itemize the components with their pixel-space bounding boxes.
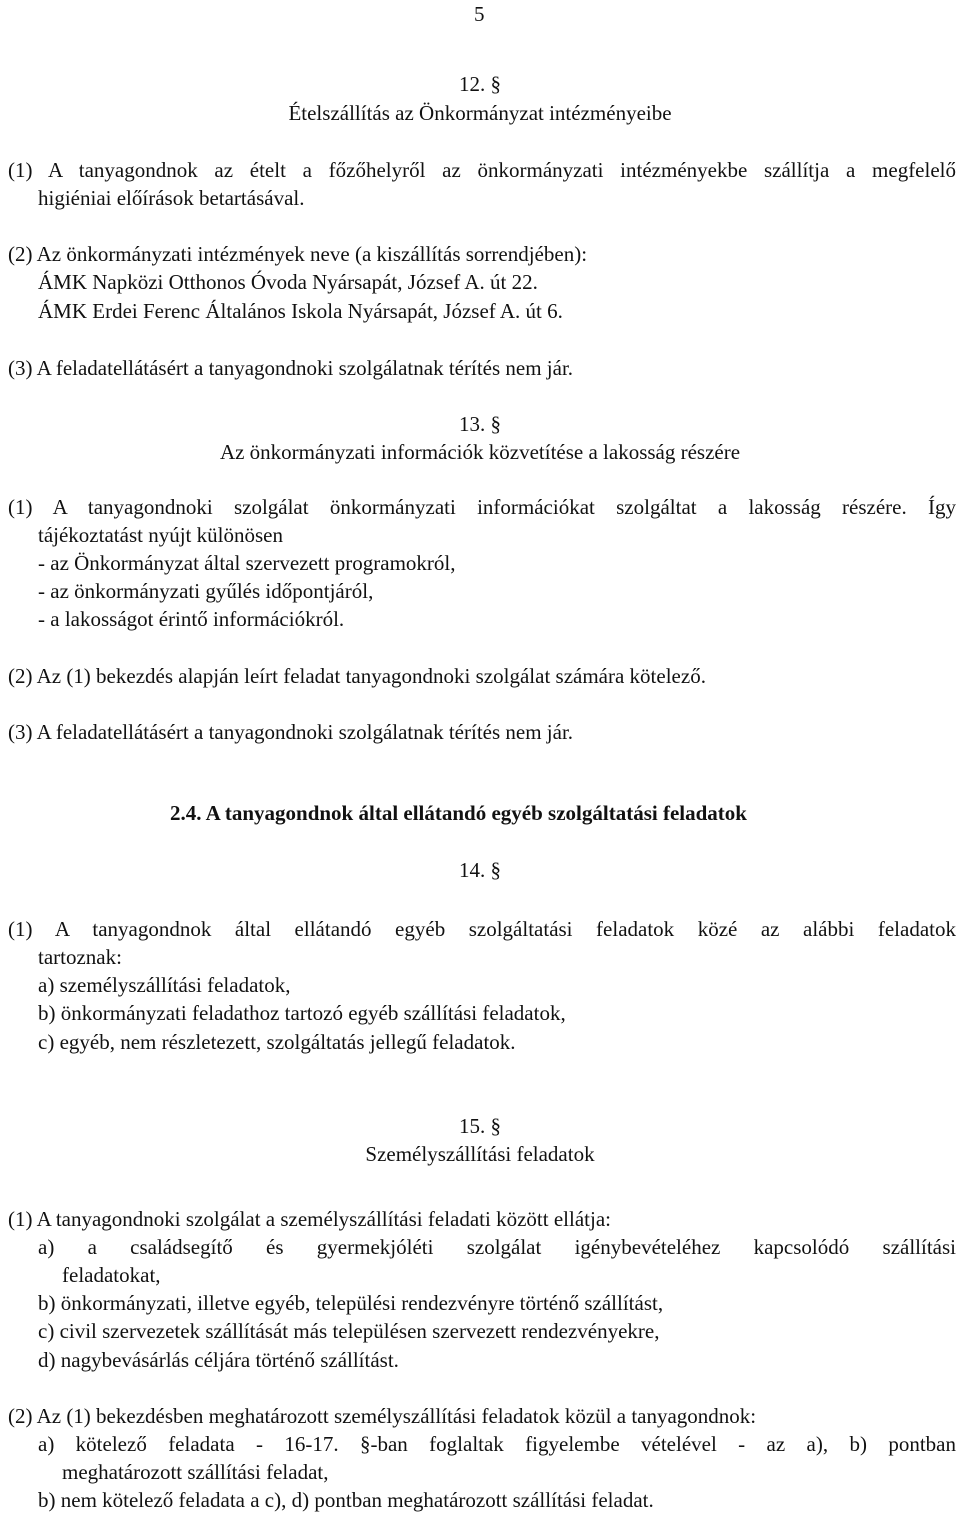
s14-p1-line2: tartoznak: bbox=[38, 945, 122, 969]
s15-p1-list-item: b) önkormányzati, illetve egyéb, települési rendezvényre történő szállítást, bbox=[38, 1291, 664, 1315]
section-13-number: 13. § bbox=[459, 412, 501, 436]
s15-p2-a-line2: meghatározott szállítási feladat, bbox=[62, 1460, 329, 1484]
section-14-number: 14. § bbox=[459, 858, 501, 882]
s12-p3: (3) A feladatellátásért a tanyagondnoki szolgálatnak térítés nem jár. bbox=[8, 356, 574, 380]
s15-p1-list-item: c) civil szervezetek szállítását más településen szervezett rendezvényekre, bbox=[38, 1319, 660, 1343]
s12-p1-line1: (1) A tanyagondnok az ételt a főzőhelyről az önkormányzati intézményekbe szállítja a megfelelő bbox=[8, 158, 956, 182]
page-number: 5 bbox=[474, 2, 485, 26]
s13-p2: (2) Az (1) bekezdés alapján leírt feladat tanyagondnoki szolgálat számára kötelező. bbox=[8, 664, 706, 688]
s12-p2-line2: ÁMK Napközi Otthonos Óvoda Nyársapát, József A. út 22. bbox=[38, 270, 538, 294]
section-15-title: Személyszállítási feladatok bbox=[365, 1142, 595, 1166]
section-15-number: 15. § bbox=[459, 1114, 501, 1138]
s14-list-item: a) személyszállítási feladatok, bbox=[38, 973, 291, 997]
section-12-title: Ételszállítás az Önkormányzat intézményeibe bbox=[288, 101, 672, 125]
s15-p2: (2) Az (1) bekezdésben meghatározott személyszállítási feladatok közül a tanyagondnok: bbox=[8, 1404, 757, 1428]
chapter-2-4-heading: 2.4. A tanyagondnok által ellátandó egyéb szolgáltatási feladatok bbox=[170, 801, 747, 825]
s13-list-item: - az önkormányzati gyűlés időpontjáról, bbox=[38, 579, 374, 603]
s15-p2-b: b) nem kötelező feladata a c), d) pontban meghatározott szállítási feladat. bbox=[38, 1488, 654, 1512]
s15-p1-a-line1: a) a családsegítő és gyermekjóléti szolgálat igénybevételéhez kapcsolódó szállítási bbox=[38, 1235, 956, 1259]
s14-list-item: b) önkormányzati feladathoz tartozó egyéb szállítási feladatok, bbox=[38, 1001, 566, 1025]
s13-p1-line2: tájékoztatást nyújt különösen bbox=[38, 523, 283, 547]
s12-p2-line3: ÁMK Erdei Ferenc Általános Iskola Nyársapát, József A. út 6. bbox=[38, 299, 563, 323]
s13-list-item: - a lakosságot érintő információkról. bbox=[38, 607, 345, 631]
section-13-title: Az önkormányzati információk közvetítése a lakosság részére bbox=[219, 440, 741, 464]
section-12-number: 12. § bbox=[459, 72, 501, 96]
s13-p3: (3) A feladatellátásért a tanyagondnoki szolgálatnak térítés nem jár. bbox=[8, 720, 574, 744]
s15-p1-list-item: d) nagybevásárlás céljára történő szállítást. bbox=[38, 1348, 399, 1372]
s13-list-item: - az Önkormányzat által szervezett programokról, bbox=[38, 551, 456, 575]
s15-p1-a-line2: feladatokat, bbox=[62, 1263, 161, 1287]
s14-list-item: c) egyéb, nem részletezett, szolgáltatás jellegű feladatok. bbox=[38, 1030, 516, 1054]
s12-p1-line2: higiéniai előírások betartásával. bbox=[38, 186, 305, 210]
s15-p2-a-line1: a) kötelező feladata - 16-17. §-ban foglaltak figyelembe vételével - az a), b) pontban bbox=[38, 1432, 956, 1456]
s12-p2-line1: (2) Az önkormányzati intézmények neve (a kiszállítás sorrendjében): bbox=[8, 242, 588, 266]
s13-p1-line1: (1) A tanyagondnoki szolgálat önkormányzati információkat szolgáltat a lakosság részére. Így bbox=[8, 495, 956, 519]
s14-p1-line1: (1) A tanyagondnok által ellátandó egyéb szolgáltatási feladatok közé az alábbi feladatok bbox=[8, 917, 956, 941]
s15-p1: (1) A tanyagondnoki szolgálat a személyszállítási feladati között ellátja: bbox=[8, 1207, 611, 1231]
